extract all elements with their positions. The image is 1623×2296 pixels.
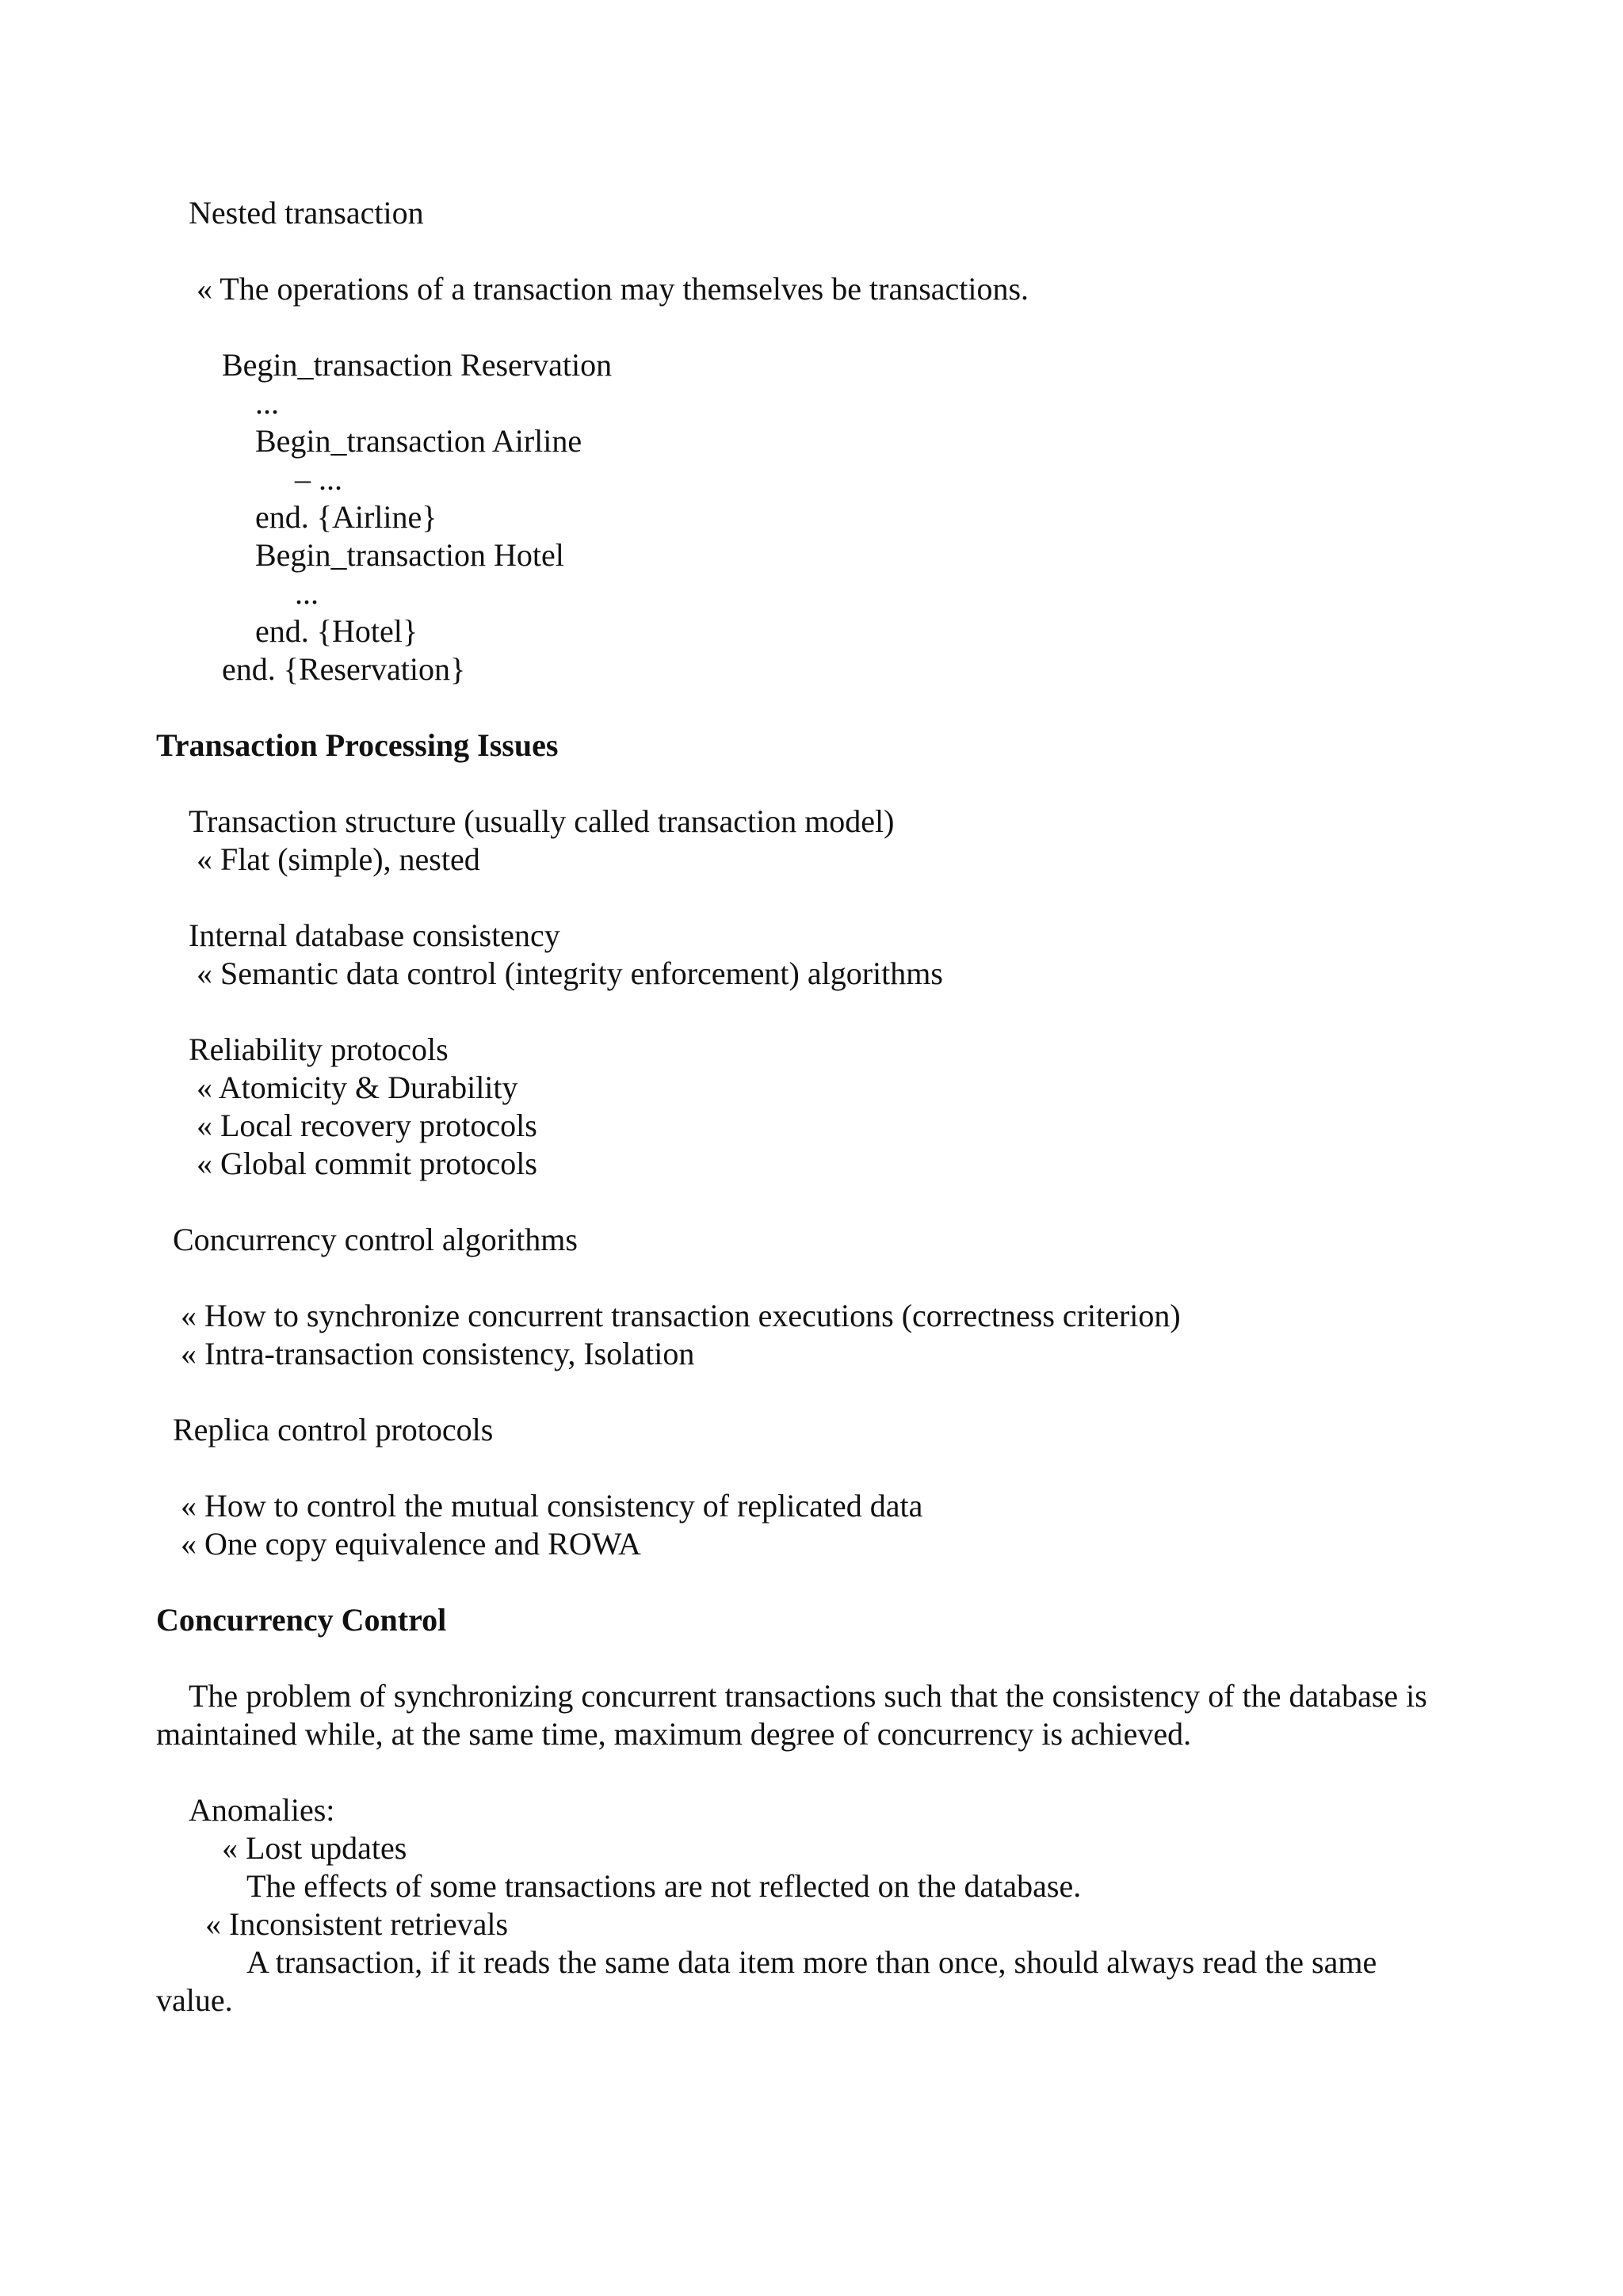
section-heading-concurrency-control: Concurrency Control bbox=[156, 1602, 447, 1638]
issue-bullet: « One copy equivalence and ROWA bbox=[181, 1526, 641, 1562]
issue-label-structure: Transaction structure (usually called transaction model) bbox=[189, 803, 895, 839]
issue-label-replica: Replica control protocols bbox=[173, 1412, 494, 1447]
issue-bullet: « Flat (simple), nested bbox=[197, 841, 480, 877]
issue-bullet: « Semantic data control (integrity enforcement) algorithms bbox=[197, 955, 943, 991]
code-line: Begin_transaction Hotel bbox=[255, 537, 564, 573]
code-line: – ... bbox=[295, 461, 342, 497]
issue-bullet: « How to synchronize concurrent transaction executions (correctness criterion) bbox=[181, 1298, 1181, 1333]
issue-bullet: « Intra-transaction consistency, Isolation bbox=[181, 1336, 695, 1371]
anomaly-description: A transaction, if it reads the same data item more than once, should always read the same bbox=[246, 1944, 1377, 1980]
anomalies-label: Anomalies: bbox=[189, 1792, 335, 1828]
code-line: Begin_transaction Airline bbox=[255, 423, 582, 459]
anomaly-description: The effects of some transactions are not reflected on the database. bbox=[246, 1868, 1082, 1904]
code-line: end. {Hotel} bbox=[255, 613, 418, 649]
paragraph-line: The problem of synchronizing concurrent transactions such that the consistency of the database is bbox=[189, 1678, 1427, 1714]
issue-bullet: « Local recovery protocols bbox=[197, 1108, 537, 1143]
code-line: end. {Reservation} bbox=[222, 651, 466, 687]
anomaly-description: value. bbox=[156, 1982, 233, 2018]
anomaly-bullet: « Lost updates bbox=[222, 1830, 407, 1866]
nested-transaction-heading: Nested transaction bbox=[189, 195, 424, 231]
issue-bullet: « Global commit protocols bbox=[197, 1146, 537, 1181]
issue-bullet: « How to control the mutual consistency of replicated data bbox=[181, 1488, 923, 1524]
code-line: end. {Airline} bbox=[255, 499, 437, 535]
issue-label-reliability: Reliability protocols bbox=[189, 1032, 449, 1067]
issue-bullet: « Atomicity & Durability bbox=[197, 1070, 518, 1105]
anomaly-bullet: « Inconsistent retrievals bbox=[205, 1906, 509, 1942]
paragraph-line: maintained while, at the same time, maximum degree of concurrency is achieved. bbox=[156, 1716, 1192, 1752]
code-line: ... bbox=[295, 575, 319, 611]
nested-transaction-bullet: « The operations of a transaction may themselves be transactions. bbox=[197, 271, 1029, 307]
issue-label-concurrency: Concurrency control algorithms bbox=[173, 1222, 578, 1257]
section-heading-issues: Transaction Processing Issues bbox=[156, 727, 559, 763]
code-line: ... bbox=[255, 385, 279, 421]
issue-label-consistency: Internal database consistency bbox=[189, 917, 560, 953]
code-line: Begin_transaction Reservation bbox=[222, 347, 613, 383]
